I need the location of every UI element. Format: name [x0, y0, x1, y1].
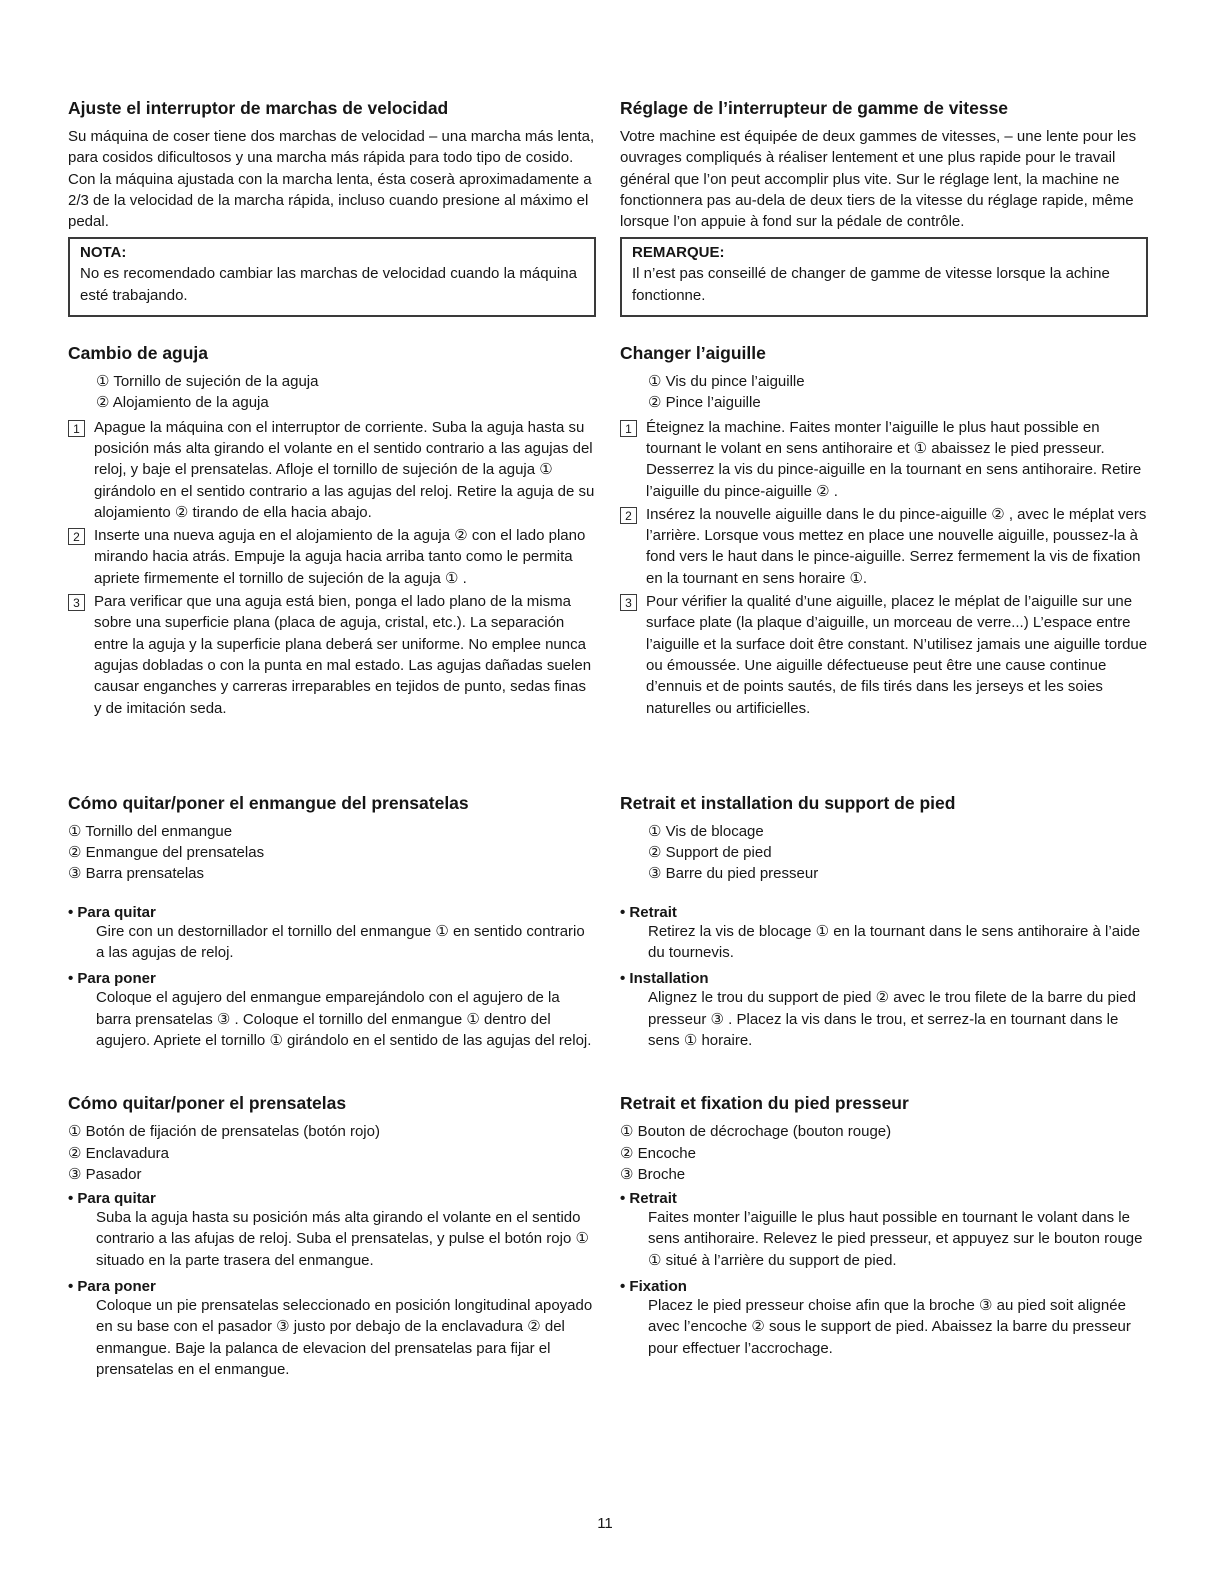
section-presser-foot-es [68, 1093, 596, 1380]
section-title: Retrait et fixation du pied presseur [620, 1093, 909, 1114]
note-body: No es recomendado cambiar las marchas de velocidad cuando la máquina esté trabajando. [80, 265, 577, 304]
step-number-box: 2 [68, 528, 85, 545]
procedure [68, 1278, 596, 1380]
procedure [620, 1278, 1148, 1359]
legend-item: ② Pince l’aiguille [648, 394, 761, 412]
legend-item: ③ Barra prensatelas [68, 865, 205, 883]
legend-item: ① Botón de fijación de prensatelas (botón rojo) [68, 1123, 380, 1141]
note-box [620, 237, 1148, 317]
step-number-box: 2 [620, 507, 637, 524]
procedure [620, 970, 1148, 1051]
procedure [68, 904, 596, 964]
section-title: Ajuste el interruptor de marchas de velocidad [68, 98, 449, 118]
legend-list [68, 1121, 596, 1185]
legend-item: ① Bouton de décrochage (bouton rouge) [620, 1123, 892, 1141]
legend-item: ① Vis du pince l’aiguille [648, 373, 805, 391]
row-top [68, 98, 1148, 719]
section-needle-change-es [68, 343, 596, 719]
procedure [68, 970, 596, 1051]
step-number-box: 3 [620, 594, 637, 611]
legend-item: ③ Barre du pied presseur [648, 865, 819, 883]
step-text: Para verificar que una aguja está bien, ponga el lado plano de la misma sobre una superficie plana (placa de aguja, cristal, etc.). La separación entre la aguja y la superficie plana deberá ser uniforme. No emplee nunca agujas dobladas o con la punta en mal estado. Las agujas dañadas suelen causar enganches y carreras irreparables en tejidos de punto, sedas finas y de imitación seda. [94, 593, 592, 717]
procedure-label: • Para poner [68, 1277, 156, 1295]
section-title: Cómo quitar/poner el enmangue del prensatelas [68, 792, 469, 813]
step-text: Pour vérifier la qualité d’une aiguille, placez le méplat de l’aiguille sur une surface plate (la plaque d’aiguille, un morceau de verre...) L’espace entre l’aiguille et la surface doit être constant. N’utilisez jamais une aiguille tordue ou émoussée. Une aiguille défectueuse peut être une cause continue d’ennuis et de points sautés, de fils tirés dans les jerseys et les soies naturelles ou artificielles. [646, 593, 1148, 717]
section-body: Su máquina de coser tiene dos marchas de velocidad – una marcha más lenta, para cosidos dificultosos y una marcha más rápida para todo tipo de cosido. Con la máquina ajustada con la marcha lenta, ésta coserà aproximadamente a 2/3 de la velocidad de la marcha rápida, incluso cuando presione al máximo el pedal. [68, 128, 595, 231]
legend-list [68, 821, 596, 885]
step-number-box: 1 [68, 420, 85, 437]
procedure-body: Alignez le trou du support de pied ② avec le trou filete de la barre du pied presseur ③ . Placez la vis dans le trou, et serrez-la en tournant dans le sens ① horaire. [648, 989, 1136, 1049]
legend-item: ③ Broche [620, 1165, 686, 1183]
legend-item: ② Alojamiento de la aguja [96, 394, 269, 412]
procedure [620, 904, 1148, 964]
legend-item: ② Support de pied [648, 844, 772, 862]
french-column-top [620, 98, 1148, 719]
section-title: Réglage de l’interrupteur de gamme de vitesse [620, 98, 1009, 118]
procedure-label: • Para quitar [68, 903, 156, 921]
legend-item: ① Tornillo de sujeción de la aguja [96, 373, 319, 391]
legend-item: ② Encoche [620, 1144, 696, 1162]
section-title: Retrait et installation du support de pied [620, 792, 956, 813]
numbered-step [620, 504, 1148, 589]
legend-list [620, 371, 1148, 414]
procedure-body: Retirez la vis de blocage ① en la tournant dans le sens antihoraire à l’aide du tournevis. [648, 922, 1141, 962]
procedure [620, 1190, 1148, 1271]
procedure-body: Coloque un pie prensatelas seleccionado en posición longitudinal apoyado en su base con el pasador ③ justo por debajo de la enclavadura ② del enmangue. Baje la palanca de elevacion del prensatelas para fijar el prensatelas en el enmangue. [96, 1296, 593, 1378]
step-text: Éteignez la machine. Faites monter l’aiguille le plus haut possible en tournant le volant en sens antihoraire et ① abaissez le pied presseur. Desserrez la vis du pince-aiguille en la tournant en sens antihoraire. Retire l’aiguille du pince-aiguille ② . [646, 418, 1142, 500]
section-speed-adjustment-fr [620, 98, 1148, 317]
spanish-column-top [68, 98, 596, 719]
row-middle [68, 793, 1148, 1051]
section-title: Changer l’aiguille [620, 343, 766, 364]
procedure-label: • Fixation [620, 1277, 687, 1295]
section-foot-holder-es [68, 793, 596, 1051]
note-title: NOTA: [80, 244, 127, 262]
section-title: Cómo quitar/poner el prensatelas [68, 1093, 347, 1114]
numbered-step [68, 591, 596, 719]
step-text: Apague la máquina con el interruptor de corriente. Suba la aguja hasta su posición más alta girando el volante en el sentido contrario a las agujas del reloj, y baje el prensatelas. Afloje el tornillo de sujeción de la aguja ① girándolo en el sentido contrario a las agujas del reloj. Retire la aguja de su alojamiento ② tirando de ella hacia abajo. [94, 418, 595, 521]
legend-item: ③ Pasador [68, 1165, 142, 1183]
procedure-label: • Installation [620, 970, 709, 988]
legend-list [620, 1121, 1148, 1185]
note-title: REMARQUE: [632, 244, 725, 262]
section-title: Cambio de aguja [68, 343, 209, 364]
step-number-box: 1 [620, 420, 637, 437]
numbered-step [620, 591, 1148, 719]
section-presser-foot-fr [620, 1093, 1148, 1359]
procedure-label: • Retrait [620, 903, 677, 921]
legend-item: ② Enmangue del prensatelas [68, 844, 265, 862]
section-speed-adjustment-es [68, 98, 596, 317]
page-number: 11 [597, 1515, 613, 1532]
legend-list [68, 371, 596, 414]
numbered-step [620, 417, 1148, 502]
legend-list [620, 821, 1148, 885]
procedure-label: • Para quitar [68, 1190, 156, 1208]
legend-item: ① Vis de blocage [648, 822, 764, 840]
procedure-body: Coloque el agujero del enmangue emparejándolo con el agujero de la barra prensatelas ③ . Coloque el tornillo del enmangue ① dentro del agujero. Apriete el tornillo ① girándolo en el sentido de las agujas del reloj. [96, 989, 592, 1049]
section-body: Votre machine est équipée de deux gammes de vitesses, – une lente pour les ouvrages compliqués à réaliser lentement et une plus rapide pour le travail général que l’on peut accomplir plus vite. Sur le réglage lent, la machine ne fonctionnera pas au-dela de deux tiers de la vitesse du réglage rapide, même lorsque l’on appuie à fond sur la pédale de contrôle. [620, 128, 1137, 231]
procedure-label: • Retrait [620, 1190, 677, 1208]
procedure-body: Suba la aguja hasta su posición más alta girando el volante en el sentido contrario a las afujas de reloj. Suba el prensatelas, y pulse el botón rojo ① situado en la parte trasera del enmangue. [96, 1209, 589, 1269]
procedure-body: Gire con un destornillador el tornillo del enmangue ① en sentido contrario a las agujas de reloj. [96, 922, 585, 962]
legend-item: ① Tornillo del enmangue [68, 822, 233, 840]
procedure-body: Faites monter l’aiguille le plus haut possible en tournant le volant dans le sens antihoraire. Relevez le pied presseur, et appuyez sur le bouton rouge ① situé à l’arrière du support de pied. [648, 1209, 1143, 1269]
note-body: Il n’est pas conseillé de changer de gamme de vitesse lorsque la achine fonctionne. [632, 265, 1110, 304]
procedure-body: Placez le pied presseur choise afin que la broche ③ au pied soit alignée avec l’encoche ② sous le support de pied. Abaissez la barre du presseur pour effectuer l’accrochage. [648, 1296, 1131, 1357]
step-text: Inserte una nueva aguja en el alojamiento de la aguja ② con el lado plano mirando hacia atrás. Empuje la aguja hacia arriba tanto como le permita apriete firmemente el tornillo de sujeción de la aguja ① . [94, 527, 586, 587]
step-number-box: 3 [68, 594, 85, 611]
step-text: Insérez la nouvelle aiguille dans le du pince-aiguille ② , avec le méplat vers l’arrière. Lorsque vous mettez en place une nouvelle aiguille, poussez-la à fond vers le haut dans le pince-aiguille. Serrez fermement la vis de fixation en la tournant en sens horaire ①. [646, 505, 1147, 587]
row-bottom [68, 1093, 1148, 1380]
procedure [68, 1190, 596, 1271]
procedure-label: • Para poner [68, 970, 156, 988]
section-needle-change-fr [620, 343, 1148, 719]
legend-item: ② Enclavadura [68, 1144, 170, 1162]
numbered-step [68, 525, 596, 589]
numbered-step [68, 417, 596, 523]
note-box [68, 237, 596, 317]
section-foot-support-fr [620, 793, 1148, 1051]
